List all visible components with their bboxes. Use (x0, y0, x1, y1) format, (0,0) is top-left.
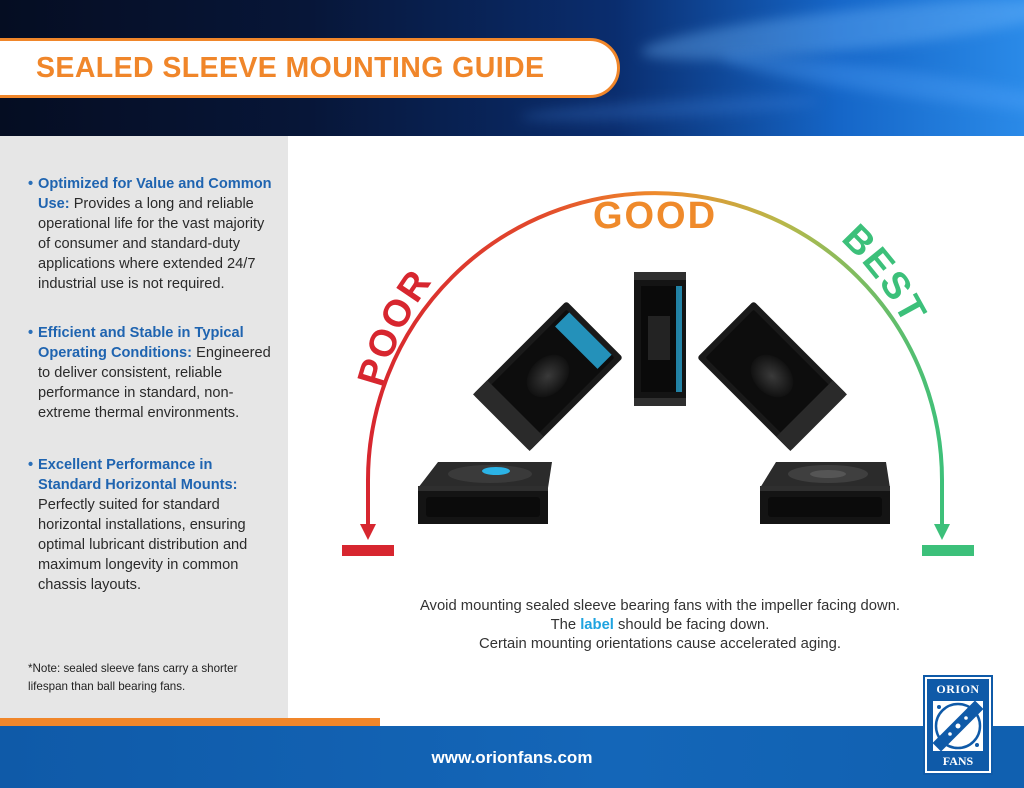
logo-emblem-icon (931, 699, 985, 753)
website-link[interactable]: www.orionfans.com (431, 748, 593, 767)
label-good: GOOD (592, 195, 718, 237)
bullet-lead: Excellent Performance in Standard Horizontal Mounts: (38, 457, 238, 493)
bullet-text: Perfectly suited for standard horizontal installations, ensuring optimal lubricant distribution and maximum longevity in common chassis layouts. (38, 497, 248, 593)
logo-text-top: ORION (936, 682, 980, 696)
bullet-lead: Optimized for Value and Common Use: (38, 176, 272, 212)
caption-line-2 (340, 617, 980, 633)
bullet-optimized (28, 174, 278, 294)
label-poor: POOR (350, 261, 441, 391)
best-marker-bar (922, 545, 974, 556)
fan-tilted-left-icon (473, 301, 623, 451)
caption-line-2-pre: The (550, 617, 581, 633)
fan-horizontal-right-icon (760, 462, 890, 524)
caption-line-3: Certain mounting orientations cause accelerated aging. (479, 636, 841, 652)
bullet-text: Engineered to deliver consistent, reliable performance in standard, non-extreme thermal environments. (38, 345, 271, 421)
label-highlight: label (580, 617, 614, 633)
arrow-left-icon (360, 524, 376, 540)
logo-text-bottom: FANS (942, 754, 974, 768)
bullet-dot: • (28, 176, 34, 192)
orientation-diagram (288, 136, 1024, 606)
label-best: BEST (833, 216, 935, 332)
bullet-dot: • (28, 325, 34, 341)
arrow-right-icon (934, 524, 950, 540)
bullet-dot: • (28, 457, 34, 473)
lifespan-note: *Note: sealed sleeve fans carry a shorter lifespan than ball bearing fans. (28, 662, 238, 693)
poor-marker-bar (342, 545, 394, 556)
bullet-efficient (28, 323, 278, 423)
page-title: SEALED SLEEVE MOUNTING GUIDE (36, 52, 545, 84)
fan-vertical-icon (634, 272, 686, 406)
caption-line-1: Avoid mounting sealed sleeve bearing fans with the impeller facing down. (419, 598, 901, 614)
bullet-text: Provides a long and reliable operational life for the vast majority of consumer and standard-duty applications where extended 24/7 industrial use is not required. (38, 196, 265, 292)
fan-tilted-right-icon (697, 301, 847, 451)
caption-line-2-post: should be facing down. (613, 617, 770, 633)
bullet-horizontal (28, 455, 278, 595)
orion-fans-logo (925, 677, 991, 773)
bullet-lead: Efficient and Stable in Typical Operating Conditions: (38, 325, 244, 361)
fan-horizontal-left-icon (418, 462, 552, 524)
